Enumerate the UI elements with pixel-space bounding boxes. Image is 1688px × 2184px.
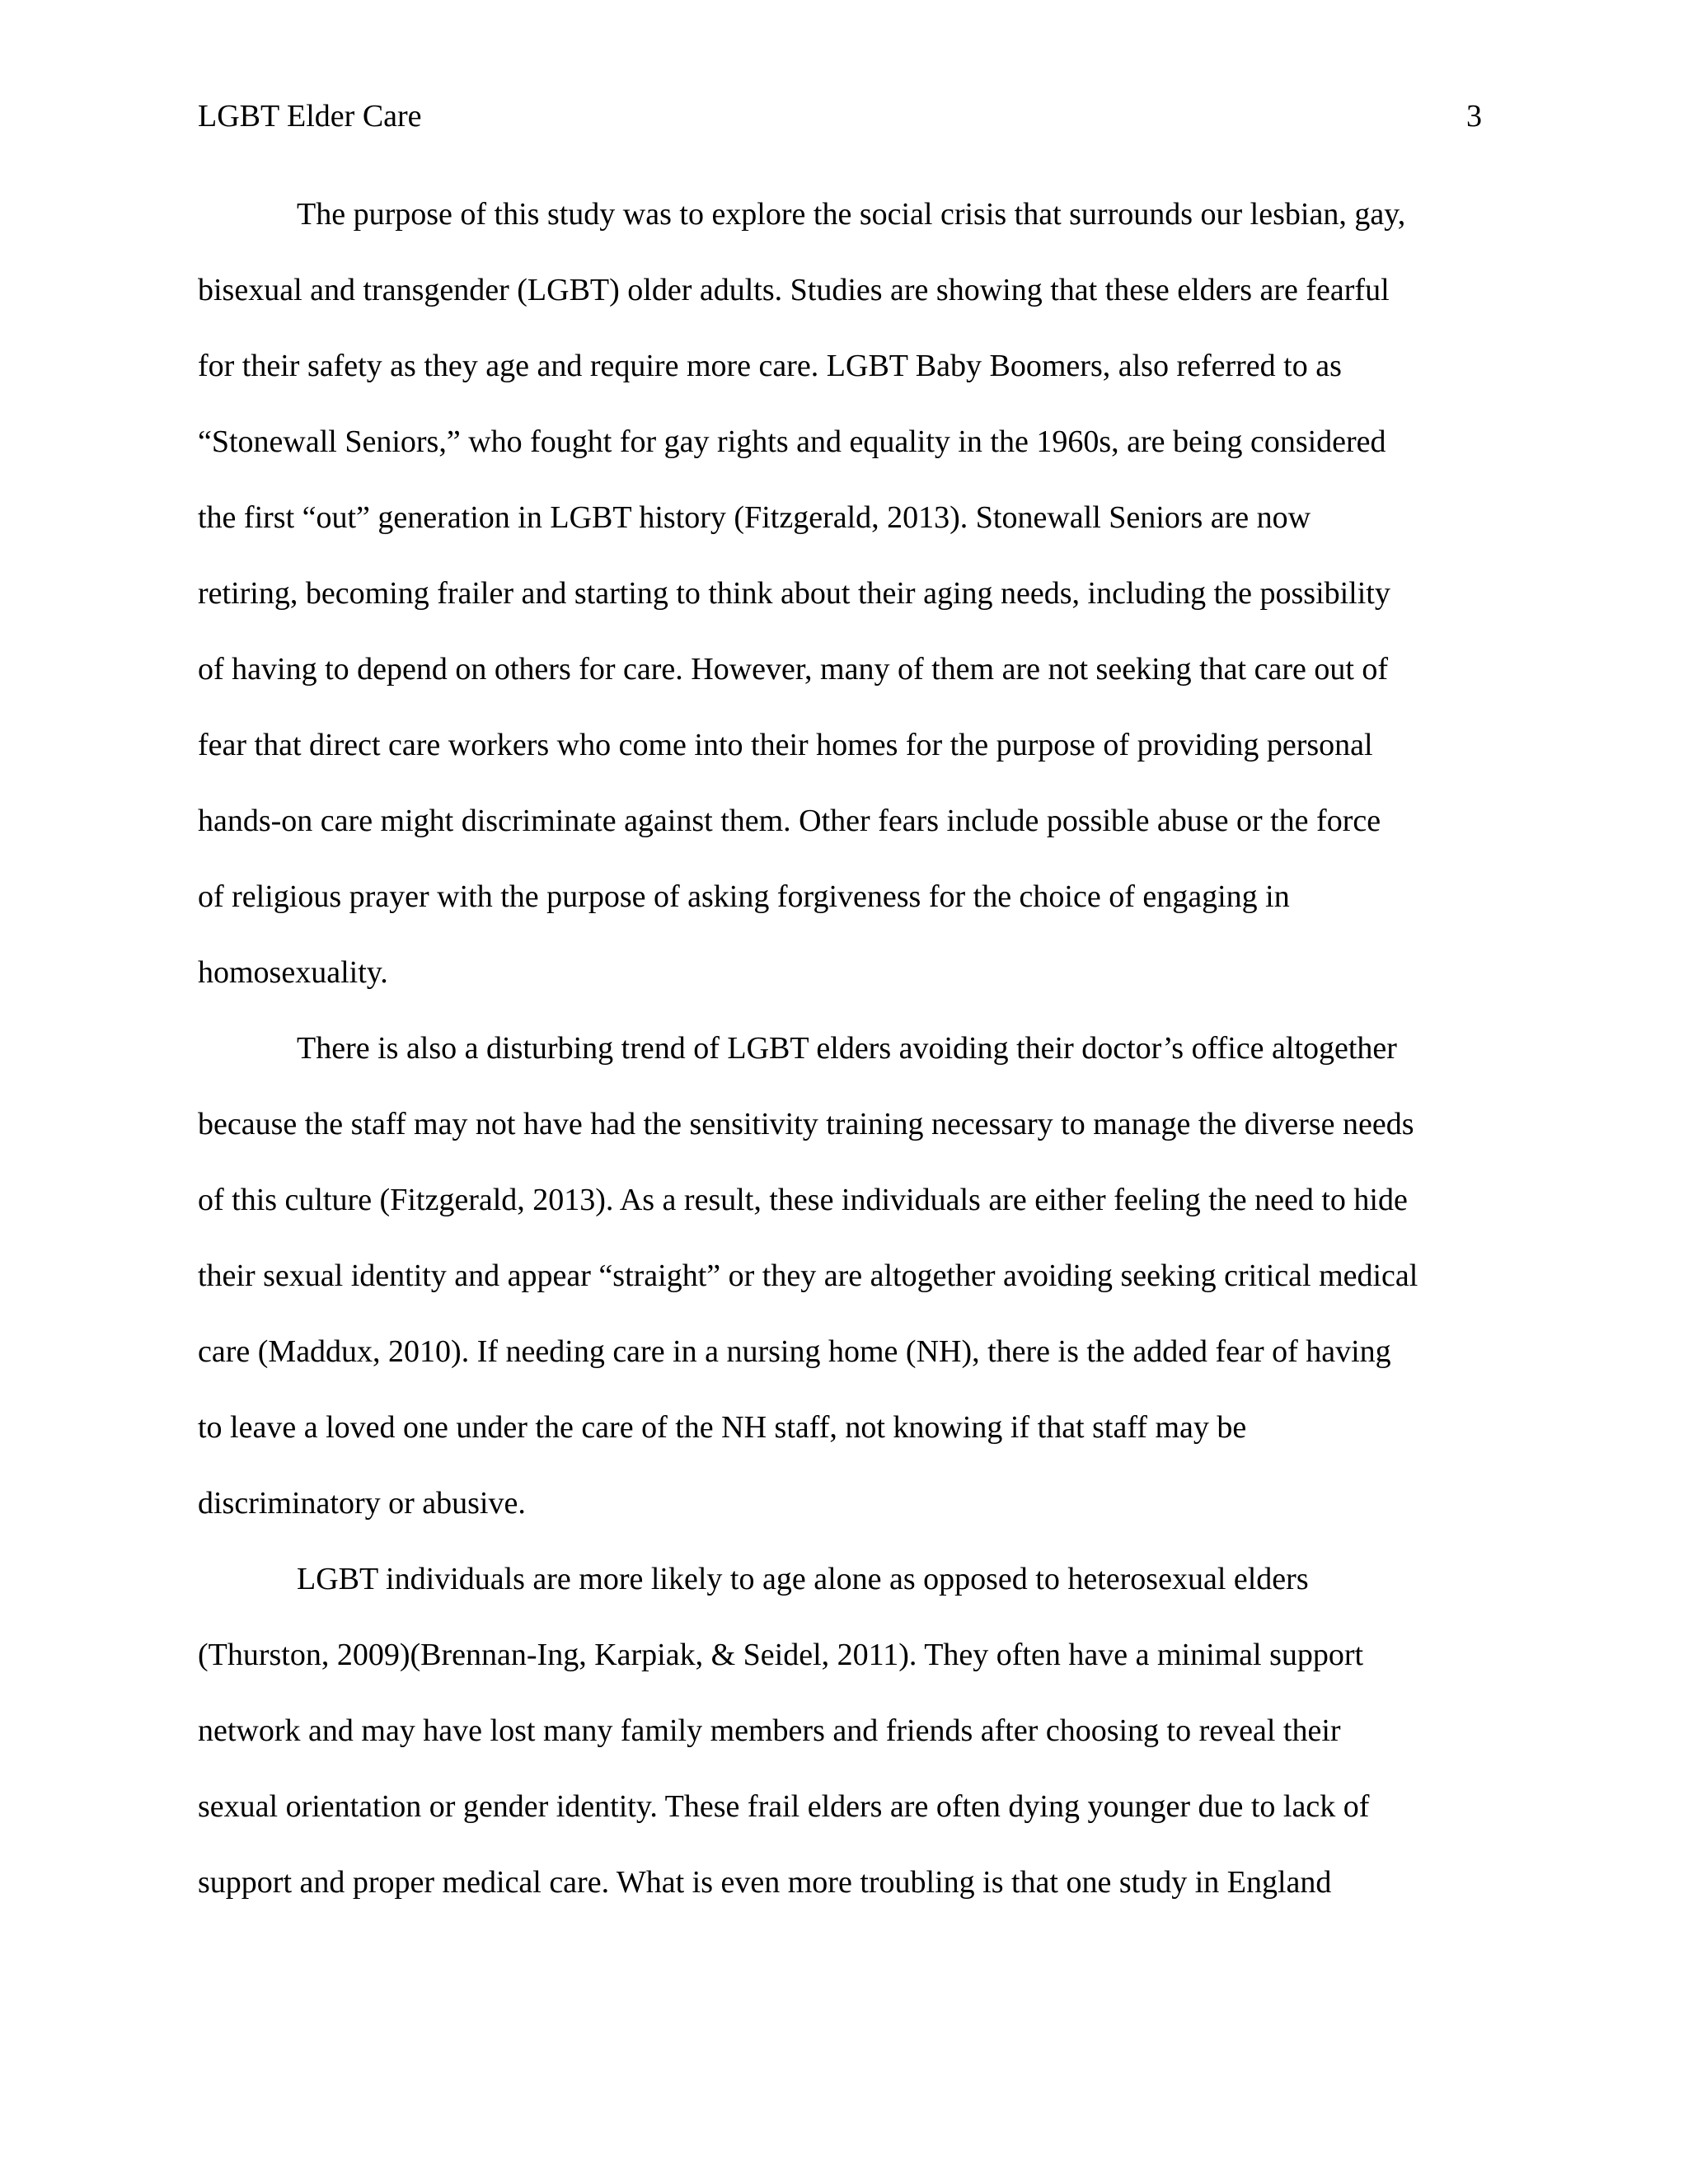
paragraph-2-line-7: discriminatory or abusive. [198,1486,526,1521]
paragraph-1-line-2: bisexual and transgender (LGBT) older adults. Studies are showing that these elders are fearful [198,273,1390,307]
paragraph-3-line-3: network and may have lost many family members and friends after choosing to reveal their [198,1713,1341,1748]
paragraph-1-line-10: of religious prayer with the purpose of asking forgiveness for the choice of engaging in [198,879,1290,914]
paragraph-3-line-5: support and proper medical care. What is even more troubling is that one study in England [198,1865,1332,1900]
paragraph-2-line-3: of this culture (Fitzgerald, 2013). As a result, these individuals are either feeling the need to hide [198,1183,1408,1217]
paragraph-1-line-3: for their safety as they age and require more care. LGBT Baby Boomers, also referred to as [198,349,1342,383]
paragraph-2-line-2: because the staff may not have had the sensitivity training necessary to manage the diverse needs [198,1107,1414,1141]
paragraph-3-line-2: (Thurston, 2009)(Brennan-Ing, Karpiak, & Seidel, 2011). They often have a minimal support [198,1638,1364,1672]
paragraph-1-line-11: homosexuality. [198,955,388,990]
paragraph-1-line-9: hands-on care might discriminate against them. Other fears include possible abuse or the force [198,804,1381,838]
paragraph-2-line-6: to leave a loved one under the care of the NH staff, not knowing if that staff may be [198,1410,1247,1445]
paragraph-1-line-5: the first “out” generation in LGBT history (Fitzgerald, 2013). Stonewall Seniors are now [198,500,1311,535]
paragraph-2-line-1: There is also a disturbing trend of LGBT elders avoiding their doctor’s office altogether [297,1031,1397,1066]
page-number: 3 [1466,99,1482,134]
paragraph-1-line-7: of having to depend on others for care. However, many of them are not seeking that care out of [198,652,1389,687]
paragraph-3-line-1: LGBT individuals are more likely to age alone as opposed to heterosexual elders [297,1562,1309,1596]
paragraph-1-line-8: fear that direct care workers who come into their homes for the purpose of providing personal [198,728,1373,762]
running-head: LGBT Elder Care [198,99,422,134]
paragraph-3-line-4: sexual orientation or gender identity. These frail elders are often dying younger due to lack of [198,1789,1370,1824]
paragraph-2-line-4: their sexual identity and appear “straight” or they are altogether avoiding seeking critical medical [198,1258,1418,1293]
paragraph-1-line-4: “Stonewall Seniors,” who fought for gay rights and equality in the 1960s, are being considered [198,424,1386,459]
paragraph-2-line-5: care (Maddux, 2010). If needing care in a nursing home (NH), there is the added fear of having [198,1334,1391,1369]
paragraph-1-line-6: retiring, becoming frailer and starting to think about their aging needs, including the possibility [198,576,1390,611]
paragraph-1-line-1: The purpose of this study was to explore the social crisis that surrounds our lesbian, gay, [297,197,1406,232]
